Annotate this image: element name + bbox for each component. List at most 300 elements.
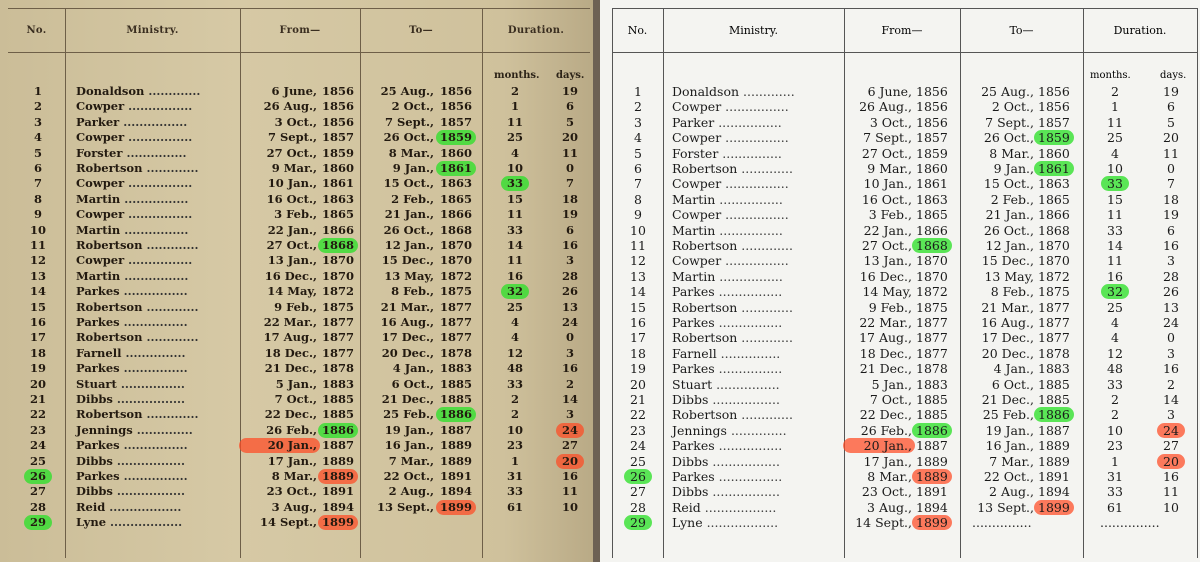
cell-months: 61 [506,499,523,514]
cell-from-date: 22 Mar., [263,315,317,329]
cell-days: 3 [565,407,574,422]
table-row [600,407,1200,422]
table-row [0,515,593,530]
cell-to-date: 26 Oct., [983,222,1034,238]
cell-from-date: 16 Dec., [859,268,912,284]
table-row [0,223,593,238]
table-row [600,161,1200,176]
cell-from-date: 7 Sept., [268,130,317,145]
table-row [0,315,593,330]
panel-divider [593,0,600,562]
cell-ministry: Lyne .................. [76,515,183,530]
cell-days: 28 [561,268,578,283]
cell-to-date: 22 Oct., [383,469,434,483]
cell-days: 3 [1167,345,1175,361]
table-row [600,207,1200,222]
cell-days: 3 [565,345,574,360]
cell-months: 61 [1107,499,1123,515]
cell-to-date: 21 Jan., [384,207,434,222]
cell-to-year: 1887 [1038,422,1070,438]
cell-months: 16 [1107,268,1123,284]
cell-months: 11 [506,253,523,268]
cell-to-year: 1872 [440,268,473,283]
cell-ministry: Parkes ................ [76,361,188,376]
cell-ministry: Dibbs ................. [76,484,185,499]
cell-months: 4 [510,145,519,160]
table-row [0,192,593,207]
cell-from-year: 1883 [322,376,355,391]
cell-no: 17 [29,330,46,345]
cell-months: 23 [506,438,523,453]
table-row [600,515,1200,530]
cell-to-date: 8 Mar., [989,145,1034,161]
cell-months: 12 [1107,345,1123,361]
header-ministry: Ministry. [126,24,179,36]
cell-from-year: 1887 [322,438,355,453]
cell-no: 3 [33,114,42,129]
table-row [0,407,593,422]
cell-to-year: 1877 [440,315,473,329]
cell-ministry: Dibbs ................. [672,453,780,469]
cell-from-date: 5 Jan., [871,376,912,392]
cell-from-year: 1870 [916,268,948,284]
cell-months: 48 [506,361,523,376]
cell-from-date: 22 Mar., [859,315,912,330]
cell-ministry: Dibbs ................. [76,453,185,468]
cell-days: 13 [1163,299,1179,315]
cell-no: 20 [630,376,646,392]
table-row [0,469,593,484]
cell-months: 2 [1111,392,1119,407]
cell-from-date: 9 Feb., [274,299,317,314]
cell-ministry: Dibbs ................. [672,392,780,407]
cell-months [492,515,538,530]
cell-to-date: 26 Oct., [383,130,434,145]
cell-to-date: 4 Jan., [993,361,1034,377]
cell-to-year: 1870 [1038,253,1070,269]
cell-days: 19 [1163,84,1179,99]
header-to: To— [1009,23,1034,37]
cell-ministry: Parkes ................ [76,284,188,299]
cell-months: 2 [510,407,519,422]
cell-months: 11 [1107,253,1123,269]
cell-to-date: 17 Dec., [981,330,1034,346]
cell-days: 7 [1167,176,1175,192]
cell-no: 24 [29,438,46,453]
cell-from-date: 9 Mar., [867,161,912,176]
cell-to-year: 1877 [440,299,473,314]
cell-from-year: 1877 [322,330,355,345]
table-row [600,315,1200,330]
table-row [600,84,1200,99]
cell-no: 15 [630,299,646,315]
table-row [600,269,1200,284]
cell-to-date: 22 Oct., [983,469,1034,484]
cell-no: 22 [29,407,46,422]
cell-ministry: Parkes ................ [76,315,188,329]
cell-no: 16 [630,315,646,330]
cell-months: 11 [506,114,523,129]
cell-months: 16 [506,268,523,283]
cell-days: 3 [565,253,574,268]
cell-days: 11 [1163,145,1179,161]
cell-from-date: 27 Oct., [266,145,317,160]
cell-ministry: Stuart ................ [76,376,185,391]
cell-months: 10 [1107,161,1123,176]
cell-ministry: Reid .................. [76,499,182,514]
cell-days: 5 [1167,114,1175,130]
cell-days: 14 [1163,392,1179,407]
cell-ministry: Robertson ............. [672,161,793,176]
cell-from-year: 1889 [322,453,355,468]
cell-to-date: 25 Aug., [981,84,1034,99]
cell-to-date: 2 Oct., [991,99,1034,115]
cell-days: 7 [565,176,574,191]
cell-days: 6 [565,222,574,237]
cell-months: 12 [506,345,523,360]
cell-months: 1 [510,453,519,468]
cell-to-date: 2 Oct., [391,99,434,114]
cell-to-year: 1865 [1038,191,1070,207]
cell-no: 9 [33,207,42,222]
cell-ministry: Robertson ............. [672,407,793,423]
cell-from-date: 5 Jan., [275,376,317,391]
cell-months: 10 [506,422,523,437]
cell-to-date: 2 Aug., [388,484,434,499]
cell-to-date: 8 Feb., [990,284,1034,300]
cell-to-year: 1863 [1038,176,1070,192]
cell-no: 10 [630,222,646,238]
cell-to-date: 2 Feb., [990,191,1034,207]
cell-from-year: 1886 [916,422,948,438]
cell-from-year: 1857 [322,130,355,145]
cell-to-year: 1877 [1038,330,1070,346]
cell-to-year: 1891 [440,469,473,483]
cell-from-year: 1870 [322,268,355,283]
cell-to-date: 15 Dec., [381,253,434,268]
cell-no: 8 [33,191,42,206]
cell-months: 4 [1111,330,1119,346]
header-duration: Duration. [1113,23,1167,37]
cell-ministry: Stuart ................ [672,376,780,392]
cell-from-date: 18 Dec., [859,345,912,361]
cell-days: 11 [1163,484,1179,500]
cell-no: 23 [630,422,646,438]
cell-from-date: 22 Jan., [863,222,912,238]
table-row [0,269,593,284]
cell-days: 19 [561,84,578,98]
table-row [0,84,593,99]
cell-from-year: 1856 [322,84,355,98]
cell-to-year: 1889 [1038,438,1070,454]
cell-from-date: 17 Aug., [263,330,317,345]
cell-months: 33 [506,176,523,191]
cell-from-date: 3 Oct., [274,114,317,129]
cell-days: 26 [1163,284,1179,300]
cell-ministry: Robertson ............. [672,330,793,346]
cell-no: 26 [630,469,646,484]
table-row [0,392,593,407]
cell-from-year: 1877 [916,330,948,346]
cell-months: 10 [1107,422,1123,438]
cell-to-date: 2 Feb., [391,191,434,206]
cell-from-date: 18 Dec., [264,345,317,360]
cell-no: 11 [29,238,46,252]
cell-months: 32 [506,284,523,299]
cell-no: 5 [33,145,42,160]
cell-ministry: Martin ................ [672,222,783,238]
cell-from-date: 20 Jan., [267,438,317,453]
cell-ministry: Cowper ................ [672,99,789,115]
table-row [600,469,1200,484]
cell-to-date: 12 Jan., [985,238,1034,253]
cell-from-date: 22 Dec., [859,407,912,423]
cell-no: 2 [634,99,642,115]
header-ministry: Ministry. [729,23,778,37]
cell-from-date: 27 Oct., [266,238,317,252]
cell-to-date: 4 Jan., [392,361,434,376]
header-to: To— [409,24,433,36]
cell-from-year: 1860 [322,161,355,175]
table-row [600,284,1200,299]
cell-to-date: 15 Oct., [383,176,434,191]
cell-from-date: 14 May, [862,284,912,300]
cell-from-year: 1870 [916,253,948,269]
cell-to-year: 1886 [1038,407,1070,423]
cell-ministry: Donaldson ............. [672,84,795,99]
cell-ministry: Robertson ............. [76,299,199,314]
cell-days: 26 [561,284,578,299]
cell-no: 26 [29,469,46,483]
cell-from-date: 23 Oct., [861,484,912,500]
cell-to-year: 1875 [440,284,473,299]
cell-to-date: 7 Mar., [388,453,434,468]
cell-from-date: 16 Dec., [264,268,317,283]
cell-months: 10 [506,161,523,175]
cell-from-year: 1885 [916,407,948,423]
cell-from-year: 1877 [322,315,355,329]
cell-ministry: Parkes ................ [672,284,783,300]
table-row [600,500,1200,515]
cell-from-date: 13 Jan., [267,253,317,268]
cell-months: 32 [1107,284,1123,300]
cell-from-year: 1891 [916,484,948,500]
cell-to-date: 7 Sept., [385,114,434,129]
cell-months: 31 [1107,469,1123,484]
cell-no: 16 [29,315,46,329]
cell-to-date: 15 Oct., [983,176,1034,192]
cell-ministry: Parkes ................ [76,469,188,483]
table-row [600,238,1200,253]
cell-no: 4 [33,130,42,145]
cell-from-year: 1877 [322,345,355,360]
table-row [0,99,593,114]
cell-from-year: 1856 [916,99,948,115]
cell-ministry: Cowper ................ [76,99,193,114]
cell-from-year: 1883 [916,376,948,392]
cell-ministry: Robertson ............. [672,238,793,253]
cell-months: 1 [1111,453,1119,469]
table-row [0,207,593,222]
cell-months: 33 [506,484,523,499]
table-row [0,377,593,392]
cell-from-year: 1875 [322,299,355,314]
cell-no: 27 [630,484,646,500]
cell-no: 17 [630,330,646,346]
cell-to-date: 25 Aug., [380,84,434,98]
cell-from-year: 1878 [322,361,355,376]
cell-from-date: 17 Jan., [863,453,912,469]
cell-to-year: 1870 [440,238,473,252]
cell-to-year: 1887 [440,422,473,437]
cell-days: 3 [1167,253,1175,269]
cell-from-date: 14 Sept., [260,515,317,530]
cell-to-year: 1856 [440,99,473,114]
cell-from-year: 1865 [322,207,355,222]
cell-no: 10 [29,222,46,237]
cell-ministry: Martin ................ [76,222,189,237]
cell-to-date: 16 Jan., [985,438,1034,454]
cell-from-date: 17 Jan., [267,453,317,468]
cell-from-date: 6 June, [271,84,317,98]
cell-months: 2 [1111,84,1119,99]
subheader-months: months. [1090,70,1131,81]
cell-no: 9 [634,207,642,223]
cell-ministry: Cowper ................ [76,207,193,222]
cell-days [550,515,590,530]
cell-days: 2 [1167,376,1175,392]
cell-months: 25 [1107,299,1123,315]
cell-from-year: 1866 [322,222,355,237]
cell-to-date: 13 May, [984,268,1034,284]
cell-months: 1 [1111,99,1119,115]
cell-to-year: 1877 [440,330,473,345]
cell-no: 21 [29,392,46,406]
cell-ministry: Parkes ................ [672,438,783,454]
cell-months: 48 [1107,361,1123,377]
cell-from-year: 1863 [322,191,355,206]
cell-to-year: 1889 [440,453,473,468]
cell-to-year: 1856 [440,84,473,98]
table-row [600,192,1200,207]
cell-from-date: 26 Aug., [859,99,912,115]
cell-from-year: 1886 [322,422,355,437]
cell-days: 19 [1163,207,1179,223]
cell-ministry: Martin ................ [76,268,189,283]
cell-from-date: 26 Feb., [266,422,317,437]
cell-ministry: Farnell ............... [76,345,186,360]
cell-from-year: 1856 [916,114,948,130]
cell-ministry: Cowper ................ [672,176,789,192]
table-row [0,146,593,161]
cell-months: 4 [510,315,519,329]
cell-from-date: 13 Jan., [863,253,912,269]
cell-ministry: Lyne .................. [672,515,779,531]
cell-to-date: 16 Aug., [981,315,1034,330]
cell-ministry: Cowper ................ [672,130,789,146]
table-row [600,392,1200,407]
cell-to-date: 21 Mar., [380,299,434,314]
cell-to-date: 25 Feb., [982,407,1034,423]
cell-to-year: 1860 [440,145,473,160]
cell-from-year: 1891 [322,484,355,499]
cell-ministry: Cowper ................ [76,253,193,268]
cell-days: 5 [565,114,574,129]
cell-days: 18 [1163,191,1179,207]
cell-months: 14 [506,238,523,252]
cell-ministry: Reid .................. [672,499,777,515]
cell-to-year: 1899 [1038,499,1070,515]
table-row [0,423,593,438]
cell-ministry: Cowper ................ [76,130,193,145]
cell-from-date: 22 Dec., [264,407,317,422]
cell-to-date: 9 Jan., [993,161,1034,176]
cell-ministry: Cowper ................ [672,253,789,269]
cell-ministry: Jennings .............. [76,422,193,437]
cell-no: 6 [33,161,42,175]
cell-months: 25 [506,130,523,145]
cell-days: 0 [1167,161,1175,176]
cell-days: 6 [1167,222,1175,238]
cell-to-year: 1894 [1038,484,1070,500]
cell-to-date [362,515,434,530]
cell-ministry: Jennings .............. [672,422,787,438]
table-row [600,361,1200,376]
cell-to-date: 20 Dec., [381,345,434,360]
cell-months: 2 [510,84,519,98]
cell-to-year: 1877 [1038,299,1070,315]
cell-days: 14 [561,392,578,406]
cell-to-date: 7 Sept., [985,114,1034,130]
cell-days: 16 [1163,361,1179,377]
cell-from-date: 3 Feb., [274,207,317,222]
cell-from-date: 9 Feb., [868,299,912,315]
cell-to-date: 8 Mar., [388,145,434,160]
cell-months: 31 [506,469,523,483]
cell-ministry: Dibbs ................. [672,484,780,500]
cell-to-year: 1857 [1038,114,1070,130]
cell-from-date: 9 Mar., [271,161,317,175]
cell-to-year: 1899 [440,499,473,514]
table-row [600,99,1200,114]
cell-to-year: 1885 [440,376,473,391]
cell-ministry: Martin ................ [672,268,783,284]
cell-from-year: 1889 [916,453,948,469]
cell-no: 13 [630,268,646,284]
cell-to-year: 1894 [440,484,473,499]
cell-months: 33 [1107,484,1123,500]
cell-from-date: 21 Dec., [859,361,912,377]
table-row [600,423,1200,438]
cell-days: 0 [565,330,574,345]
cell-to-date: 20 Dec., [981,345,1034,361]
cell-no: 28 [630,499,646,515]
cell-to-date: 2 Aug., [989,484,1034,500]
cell-from-date: 10 Jan., [267,176,317,191]
cell-from-date: 3 Aug., [867,499,912,515]
cell-to-date: 25 Feb., [383,407,434,422]
cell-to-date: 21 Dec., [981,392,1034,407]
cell-to-year: 1878 [440,345,473,360]
cell-days: 27 [561,438,578,453]
cell-to-year: 1861 [440,161,473,175]
cell-no: 28 [29,499,46,514]
cell-days: 6 [1167,99,1175,115]
header-from: From— [881,23,923,37]
cell-days: 20 [561,130,578,145]
cell-to-date: 7 Mar., [989,453,1034,469]
cell-months: 11 [1107,207,1123,223]
